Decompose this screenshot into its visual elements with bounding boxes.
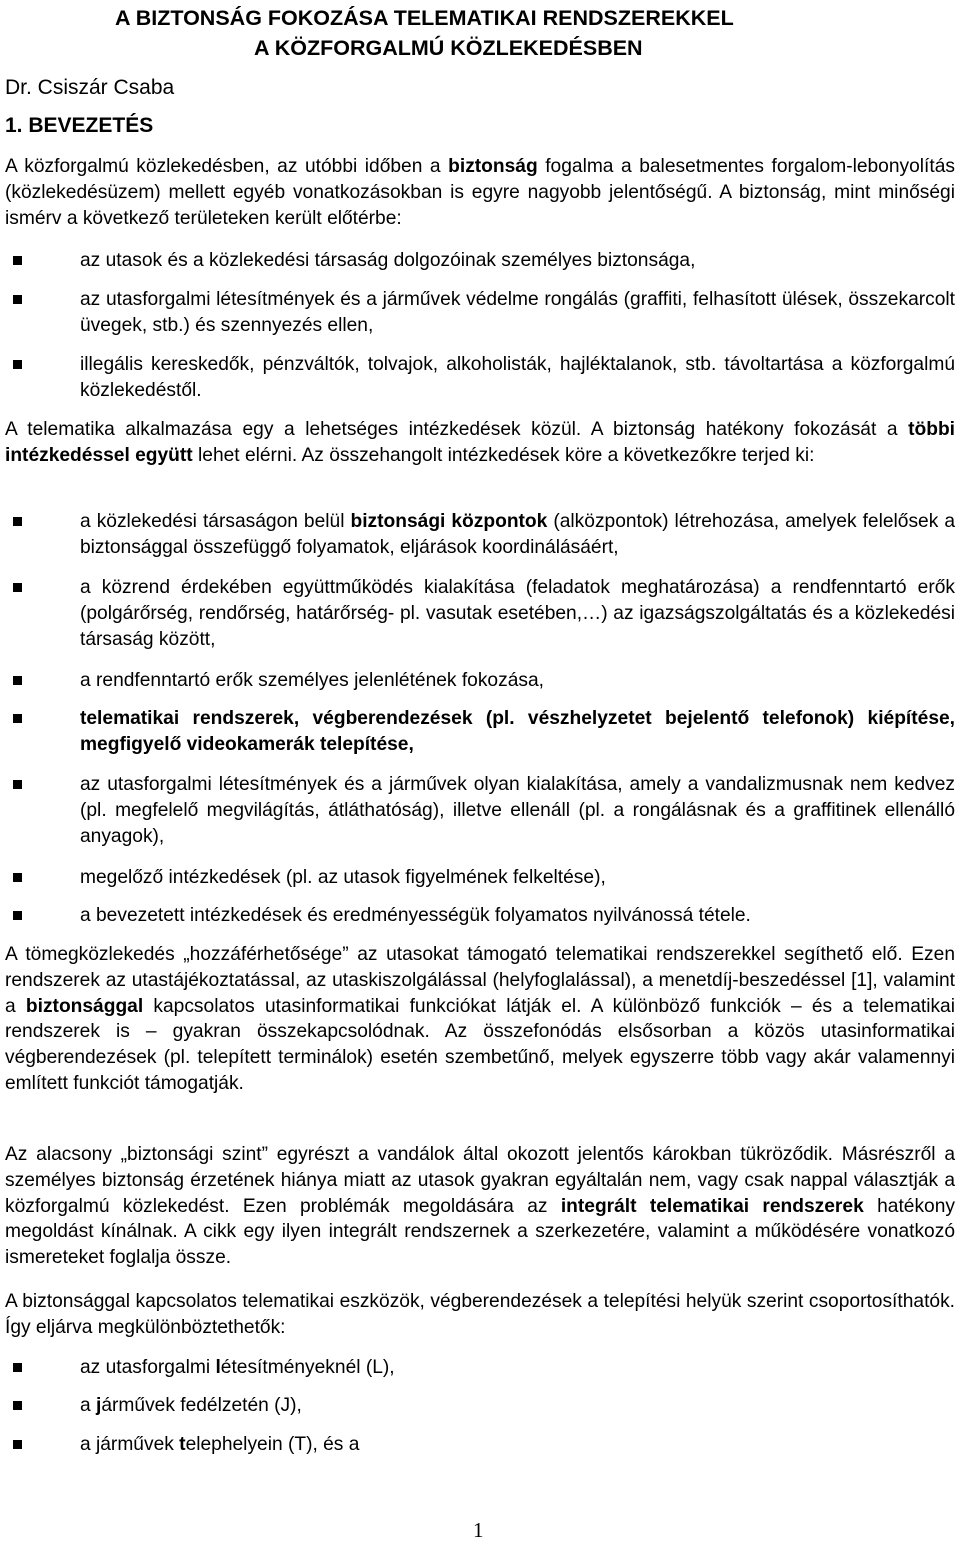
- document-title-line-1: A BIZTONSÁG FOKOZÁSA TELEMATIKAI RENDSZEREKKEL: [115, 6, 734, 30]
- text-run: fogalma a balesetmentes forgalom-lebonyolítás (közlekedésüzem) mellett egyéb vonatkozásokban is egyre nagyobb jelentőségű. A biztonság, mint minőségi ismérv a következő területeken került előtérbe:: [5, 156, 955, 229]
- text-run: (alközpontok) létrehozása, amelyek felelősek a biztonsággal összefüggő folyamatok, eljárások koordinálásáért,: [80, 511, 955, 558]
- document-title-line-2: A KÖZFORGALMÚ KÖZLEKEDÉSBEN: [254, 36, 643, 60]
- paragraph-accessibility: [5, 942, 955, 1097]
- bullet-icon: [13, 873, 22, 882]
- text-run: árművek fedélzetén (J),: [101, 1395, 302, 1416]
- bullet-icon: [13, 360, 22, 369]
- bold-text-run: t: [179, 1434, 186, 1455]
- bullet-icon: [13, 911, 22, 920]
- bullet-icon: [13, 676, 22, 685]
- text-run: lehet elérni. Az összehangolt intézkedések köre a következőkre terjed ki:: [192, 444, 815, 466]
- bold-text-run: j: [96, 1395, 102, 1416]
- text-run: A biztonsággal kapcsolatos telematikai eszközök, végberendezések a telepítési helyük szerint csoportosíthatók. Így eljárva megkülönböztethetők:: [5, 1291, 955, 1338]
- text-run: az utasforgalmi létesítmények és a járművek védelme rongálás (graffiti, felhasított ülések, összekarcolt üvegek, stb.) és szennyezés ellen,: [80, 289, 955, 336]
- text-run: elephelyein (T), és a: [185, 1434, 360, 1455]
- bullet-icon: [13, 1401, 22, 1410]
- bullet-icon: [13, 256, 22, 265]
- text-run: a járművek: [80, 1434, 180, 1455]
- text-run: A közforgalmú közlekedésben, az utóbbi időben a: [5, 156, 449, 177]
- text-run: A telematika alkalmazása egy a lehetséges intézkedések közül. A biztonság hatékony fokozását a: [5, 419, 909, 440]
- bullet-icon: [13, 1363, 22, 1372]
- text-run: A tömegközlekedés „hozzáférhetősége” az utasokat támogató telematikai rendszerekkel segíthető elő. Ezen rendszerek az utastájékoztatással, az utaskiszolgálással (helyfoglalással), a menetdíj-beszedéssel [1], valamint a: [5, 944, 955, 1017]
- bold-text-run: l: [215, 1357, 221, 1378]
- text-run: az utasforgalmi létesítmények és a járművek olyan kialakítása, amely a vandalizmusnak nem kedvez (pl. megfelelő megvilágítás, átláthatóság), illetve ellenáll (pl. a rongálásnak és a graffitinek ellenálló anyagok),: [80, 774, 955, 847]
- text-run: megelőző intézkedések (pl. az utasok figyelmének felkeltése),: [80, 867, 606, 888]
- paragraph-intro: [5, 154, 955, 231]
- bold-text-run: biztonság: [448, 156, 538, 177]
- author-name: Dr. Csiszár Csaba: [5, 76, 175, 99]
- text-run: az utasforgalmi: [80, 1357, 216, 1378]
- text-run: Az alacsony „biztonsági szint” egyrészt a vandálok által okozott jelentős károkban tükröződik. Másrészről a személyes biztonság érzetének hiánya miatt az utasok gyakran egyáltalán nem, vagy csak nappal választják a közforgalmú közlekedést. Ezen problémák megoldására az: [5, 1144, 955, 1217]
- bold-text-run: integrált telematikai rendszerek: [560, 1195, 864, 1217]
- text-run: kapcsolatos utasinformatikai funkciókat látják el. A különböző funkciók – és a telematikai rendszerek is – gyakran összekapcsolódnak. Az összefonódás elsősorban a közös utasinformatikai végberendezések (pl. telepített terminálok) esetén szembetűnő, melyek egyszerre több vagy akár valamennyi említett funkciót támogatják.: [5, 995, 955, 1094]
- page-number: 1: [473, 1518, 484, 1542]
- bold-text-run: telematikai rendszerek, végberendezések (pl. vészhelyzetet bejelentő telefonok) kiépítése, megfigyelő videokamerák telepítése,: [80, 708, 955, 755]
- bold-text-run: biztonsági központok: [350, 511, 548, 532]
- bullet-icon: [13, 517, 22, 526]
- bullet-icon: [13, 714, 22, 723]
- text-run: a bevezetett intézkedések és eredményességük folyamatos nyilvánossá tétele.: [80, 905, 751, 926]
- section-heading: 1. BEVEZETÉS: [5, 114, 154, 137]
- text-run: az utasok és a közlekedési társaság dolgozóinak személyes biztonsága,: [80, 250, 696, 271]
- bullet-icon: [13, 1440, 22, 1449]
- bold-text-run: többi intézkedéssel együtt: [5, 419, 955, 466]
- bold-text-run: biztonsággal: [25, 995, 144, 1017]
- text-run: a közlekedési társaságon belül: [80, 511, 351, 532]
- bullet-icon: [13, 780, 22, 789]
- paragraph-grouping: [5, 1289, 955, 1341]
- text-run: a: [80, 1395, 97, 1416]
- paragraph-security-level: [5, 1142, 955, 1271]
- bullet-icon: [13, 295, 22, 304]
- text-run: illegális kereskedők, pénzváltók, tolvajok, alkoholisták, hajléktalanok, stb. távoltartása a közforgalmú közlekedéstől.: [80, 354, 955, 401]
- text-run: a rendfenntartó erők személyes jelenlétének fokozása,: [80, 670, 544, 691]
- paragraph-measures: [5, 417, 955, 469]
- text-run: hatékony megoldást kínálnak. A cikk egy ilyen integrált rendszernek a szerkezetére, valamint a működésére vonatkozó ismereteket foglalja össze.: [5, 1195, 955, 1269]
- text-run: étesítményeknél (L),: [220, 1357, 395, 1378]
- bullet-icon: [13, 583, 22, 592]
- text-run: a közrend érdekében együttműködés kialakítása (feladatok meghatározása) a rendfenntartó erők (polgárőrség, rendőrség, határőrség- pl. vasutak esetében,…) az igazságszolgáltatás és a közlekedési társaság között,: [80, 577, 955, 650]
